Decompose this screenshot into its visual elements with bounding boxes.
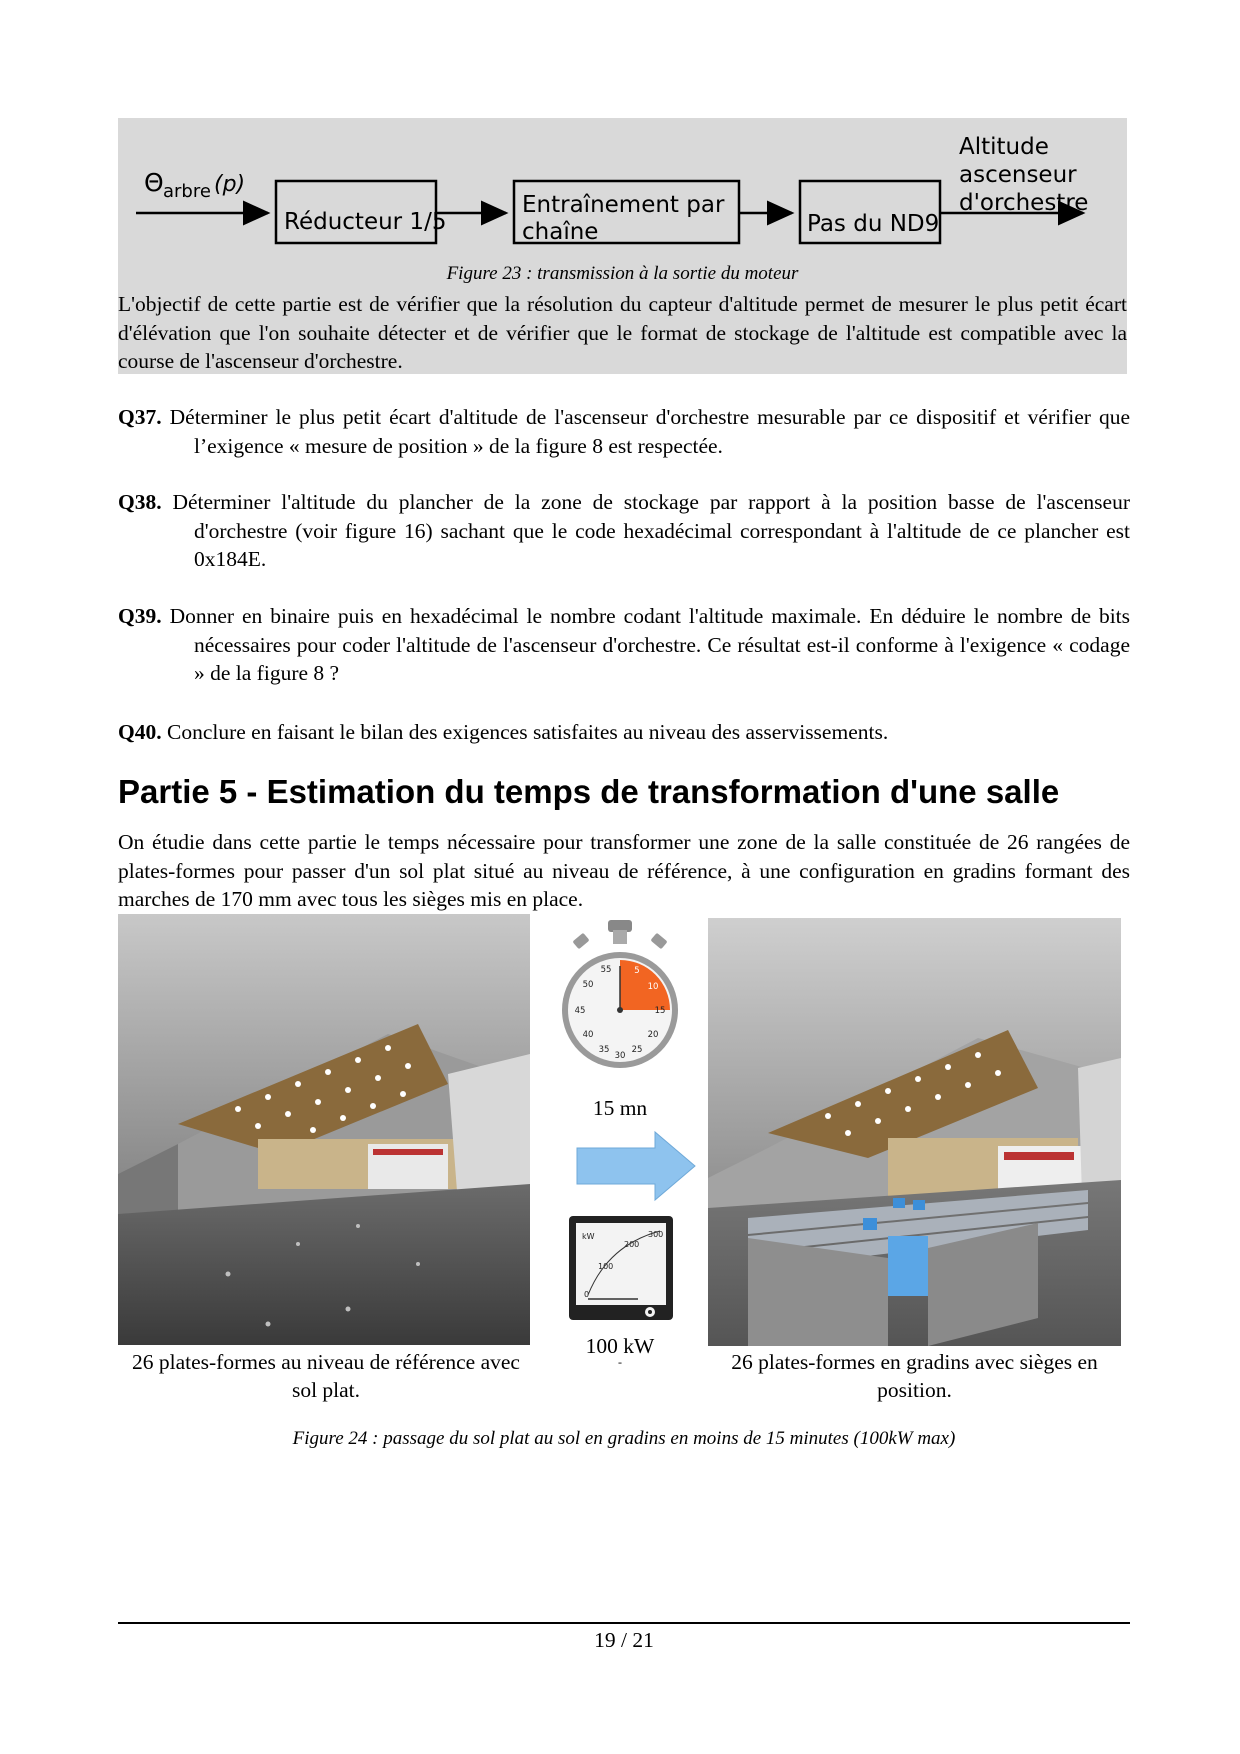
input-arg: (p) bbox=[214, 172, 246, 197]
stopwatch-number: 45 bbox=[574, 1006, 586, 1016]
block-diagram bbox=[118, 118, 1127, 273]
block-entrainement-line1: Entraînement par bbox=[522, 192, 725, 218]
stopwatch-number: 40 bbox=[582, 1030, 594, 1040]
figure24-caption: Figure 24 : passage du sol plat au sol en gradins en moins de 15 minutes (100kW max) bbox=[292, 1428, 956, 1449]
stopwatch-number: 35 bbox=[598, 1045, 610, 1055]
footer-rule bbox=[118, 1622, 1130, 1624]
power-label: 100 kW bbox=[585, 1334, 655, 1358]
input-theta: Θ bbox=[144, 168, 164, 197]
question-text: Conclure en faisant le bilan des exigences satisfaites au niveau des asservissements. bbox=[166, 720, 889, 744]
figure23-caption: Figure 23 : transmission à la sortie du moteur bbox=[446, 263, 799, 284]
question-q37 bbox=[118, 403, 1130, 460]
question-number: Q40. bbox=[118, 720, 162, 744]
meter-label: 300 bbox=[648, 1230, 664, 1239]
power-meter-icon bbox=[568, 1215, 674, 1321]
question-number: Q38. bbox=[118, 490, 162, 514]
stopwatch-icon bbox=[560, 918, 680, 1078]
part5-paragraph: On étudie dans cette partie le temps nécessaire pour transformer une zone de la salle constituée de 26 rangées de plates-formes pour passer d'un sol plat situé au niveau de référence, à une configuration en gradins formant des marches de 170 mm avec tous les sièges mis en place. bbox=[118, 830, 1130, 911]
question-q39 bbox=[118, 602, 1130, 688]
stopwatch-number: 50 bbox=[582, 980, 594, 990]
transition-arrow bbox=[575, 1130, 697, 1202]
input-subscript: arbre bbox=[163, 181, 211, 202]
output-line2: ascenseur bbox=[959, 162, 1077, 188]
time-label: 15 mn bbox=[592, 1096, 648, 1120]
question-text: Déterminer le plus petit écart d'altitude de l'ascenseur d'orchestre mesurable par ce dispositif et vérifier que l’exigence « mesure de position » de la figure 8 est respectée. bbox=[169, 405, 1130, 458]
question-q38 bbox=[118, 488, 1130, 574]
block-reducteur-label: Réducteur 1/5 bbox=[284, 209, 447, 235]
meter-unit: kW bbox=[582, 1232, 595, 1241]
output-line3: d'orchestre bbox=[959, 190, 1089, 216]
block-pas-nd9-label: Pas du ND9 bbox=[807, 211, 940, 237]
question-text: Déterminer l'altitude du plancher de la zone de stockage par rapport à la position basse de l'ascenseur d'orchestre (voir figure 16) sachant que le code hexadécimal correspondant à l'altitude de ce plancher est 0x184E. bbox=[172, 490, 1130, 571]
meter-label: 200 bbox=[624, 1240, 640, 1249]
question-q40 bbox=[118, 718, 1130, 747]
right-photo-caption: 26 plates-formes en gradins avec sièges en position. bbox=[731, 1350, 1098, 1402]
meter-label: 100 bbox=[598, 1262, 614, 1271]
output-line1: Altitude bbox=[959, 134, 1049, 160]
photo-flat-floor bbox=[118, 914, 530, 1345]
left-photo-caption: 26 plates-formes au niveau de référence avec sol plat. bbox=[132, 1350, 520, 1402]
dash-mark: - bbox=[618, 1355, 622, 1369]
stopwatch-number: 15 bbox=[654, 1006, 666, 1016]
stopwatch-number: 10 bbox=[647, 982, 659, 992]
stopwatch-number: 55 bbox=[600, 965, 612, 975]
question-number: Q39. bbox=[118, 604, 162, 628]
stopwatch-number: 5 bbox=[634, 966, 640, 976]
photo-tiered-seating bbox=[708, 918, 1121, 1346]
meter-label: 0 bbox=[584, 1290, 590, 1299]
intro-paragraph: L'objectif de cette partie est de vérifier que la résolution du capteur d'altitude permet de mesurer le plus petit écart d'élévation que l'on souhaite détecter et de vérifier que le format de stockage de l'altitude est compatible avec la course de l'ascenseur d'orchestre. bbox=[118, 292, 1127, 373]
stopwatch-number: 25 bbox=[631, 1045, 643, 1055]
part5-heading: Partie 5 - Estimation du temps de transformation d'une salle bbox=[118, 773, 1060, 810]
stopwatch-number: 20 bbox=[647, 1030, 659, 1040]
question-text: Donner en binaire puis en hexadécimal le nombre codant l'altitude maximale. En déduire le nombre de bits nécessaires pour coder l'altitude de l'ascenseur d'orchestre. Ce résultat est-il conforme à l'exigence « codage » de la figure 8 ? bbox=[169, 604, 1131, 685]
stopwatch-number: 30 bbox=[614, 1051, 626, 1061]
page-number: 19 / 21 bbox=[594, 1628, 654, 1652]
block-entrainement-line2: chaîne bbox=[522, 219, 599, 245]
question-number: Q37. bbox=[118, 405, 162, 429]
